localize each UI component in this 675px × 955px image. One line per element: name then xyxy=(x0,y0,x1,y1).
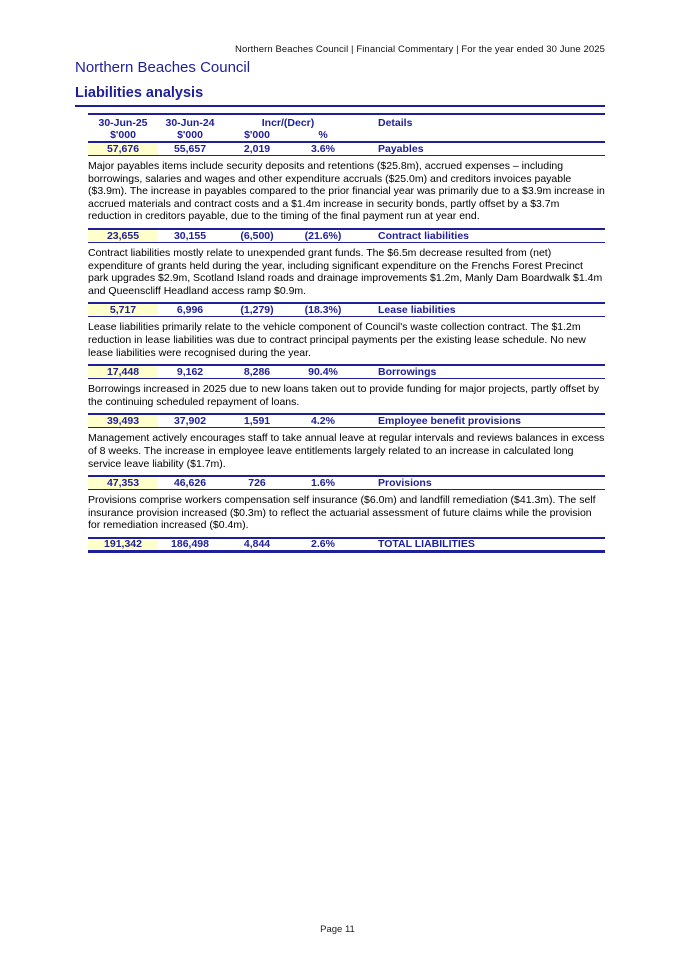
value-current-year: 191,342 xyxy=(88,539,158,550)
value-pct: 2.6% xyxy=(311,538,335,551)
value-incr: 1,591 xyxy=(243,415,271,428)
table-row-lease-liabilities xyxy=(88,302,605,317)
value-pct: (21.6%) xyxy=(304,229,342,242)
page-title: Liabilities analysis xyxy=(75,85,605,107)
row-label: Borrowings xyxy=(378,366,437,379)
value-prior-year: 46,626 xyxy=(173,477,207,490)
value-prior-year: 9,162 xyxy=(176,366,204,379)
commentary-contract-liabilities: Contract liabilities mostly relate to unexpended grant funds. The $6.5m decrease resulted from (net) expenditure of grants held during the year, including significant expenditure on the Frenchs Forest Precinct park upgrades $2.9m, Scotland Island roads and drainage improvements $1.2m, Manly Dam Boardwalk $1.4m and Queenscliff Headland access ramp $0.9m. xyxy=(88,246,603,297)
row-label: Contract liabilities xyxy=(378,229,470,242)
unit-label-pct: % xyxy=(318,129,328,141)
row-label: Provisions xyxy=(378,477,432,490)
value-prior-year: 6,996 xyxy=(176,304,204,317)
commentary-employee-benefit-provisions: Management actively encourages staff to take annual leave at regular intervals and reviews balances in excess of 8 weeks. The increase in employee leave entitlements largely related to an increase in calculated long service leave liability ($1.7m). xyxy=(88,432,605,470)
value-current-year: 17,448 xyxy=(88,366,158,378)
col-header-current-year: 30-Jun-25 xyxy=(98,117,148,129)
table-header xyxy=(88,113,605,141)
value-pct: 90.4% xyxy=(308,366,338,379)
table-row-contract-liabilities xyxy=(88,228,605,243)
row-label: Lease liabilities xyxy=(378,304,456,317)
value-current-year: 5,717 xyxy=(88,304,158,316)
value-current-year: 23,655 xyxy=(88,230,158,242)
value-incr: 2,019 xyxy=(243,143,271,155)
table-row-employee-benefit-provisions xyxy=(88,413,605,428)
org-title: Northern Beaches Council xyxy=(75,59,251,76)
commentary-payables: Major payables items include security deposits and retentions ($25.8m), accrued expenses – including borrowings, salaries and wages and other expenditure accruals ($25.0m) and creditors invoices payable ($3.9m). The increase in payables compared to the prior financial year was primarily due to a $3.9m increase in accrued materials and contract costs and a $1.4m increase in security bonds, partly offset by a $3.7m reduction in creditors payable, due to the timing of the final payment run at year end. xyxy=(88,160,605,223)
row-label: Payables xyxy=(378,143,424,155)
col-header-details: Details xyxy=(378,117,413,129)
table-row-borrowings xyxy=(88,364,605,379)
value-pct: 4.2% xyxy=(311,415,335,428)
header-meta: Northern Beaches Council | Financial Commentary | For the year ended 30 June 2025 xyxy=(234,44,605,55)
value-current-year: 57,676 xyxy=(88,143,158,155)
value-prior-year: 37,902 xyxy=(173,415,207,428)
value-pct: 1.6% xyxy=(311,477,335,490)
col-header-prior-year: 30-Jun-24 xyxy=(165,117,215,129)
table-row-payables xyxy=(88,141,605,156)
unit-label-prior-year: $'000 xyxy=(177,129,203,141)
value-current-year: 39,493 xyxy=(88,415,158,427)
value-incr: (1,279) xyxy=(240,304,274,317)
commentary-provisions: Provisions comprise workers compensation self insurance ($6.0m) and landfill remediation ($41.3m). The self insurance provision increased ($0.3m) to reflect the actuarial assessment of future claims while the provision for remediation increased ($0.4m). xyxy=(88,494,596,532)
value-pct: 3.6% xyxy=(311,143,335,155)
value-incr: 8,286 xyxy=(243,366,271,379)
value-incr: 726 xyxy=(248,477,266,490)
table-row-provisions xyxy=(88,475,605,490)
value-incr: 4,844 xyxy=(243,538,271,551)
unit-label-current-year: $'000 xyxy=(110,129,136,141)
row-label: Employee benefit provisions xyxy=(378,415,521,428)
value-current-year: 47,353 xyxy=(88,477,158,489)
commentary-borrowings: Borrowings increased in 2025 due to new loans taken out to provide funding for major projects, partly offset by the continuing scheduled repayment of loans. xyxy=(88,383,600,408)
value-prior-year: 30,155 xyxy=(173,229,207,242)
unit-label-incr: $'000 xyxy=(244,129,270,141)
col-header-incr-decr: Incr/(Decr) xyxy=(261,117,315,129)
liabilities-table xyxy=(88,113,605,553)
table-row-total-liabilities xyxy=(88,537,605,553)
value-prior-year: 55,657 xyxy=(173,143,207,155)
commentary-lease-liabilities: Lease liabilities primarily relate to the vehicle component of Council's waste collection contract. The $1.2m reduction in lease liabilities was due to contract principal payments per the existing lease schedule. No new lease liabilities were recognised during the year. xyxy=(88,321,586,359)
value-pct: (18.3%) xyxy=(304,304,342,317)
footer-page-number: Page 11 xyxy=(320,924,355,935)
value-prior-year: 186,498 xyxy=(171,538,209,551)
value-incr: (6,500) xyxy=(240,229,274,242)
row-label: TOTAL LIABILITIES xyxy=(378,538,475,551)
